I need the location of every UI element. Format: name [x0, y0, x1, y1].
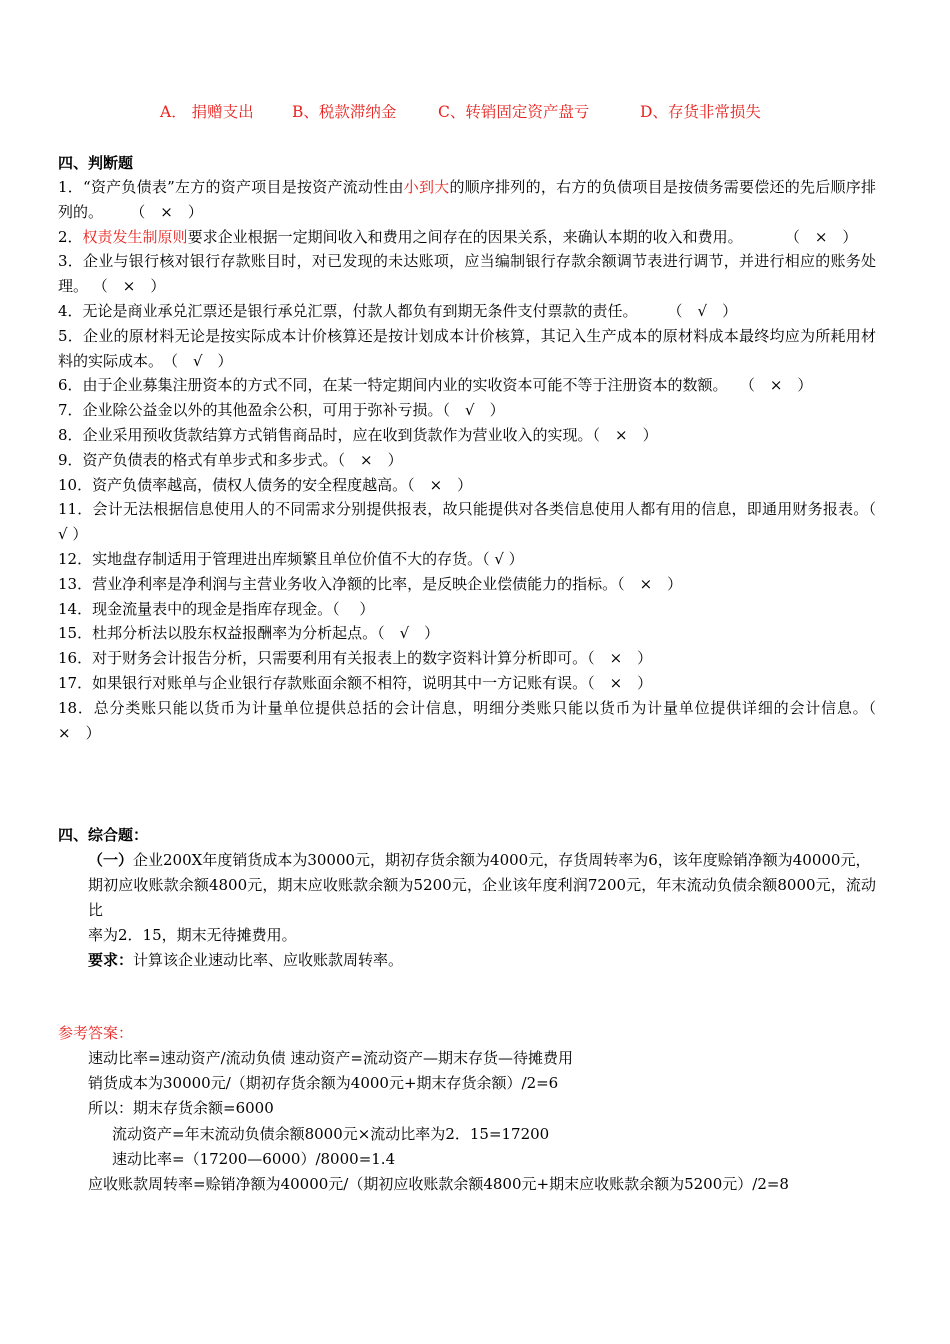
judge-item: 16．对于财务会计报告分析，只需要利用有关报表上的数字资料计算分析即可。（ × ） — [58, 649, 653, 668]
answer-line: 速动比率=速动资产/流动负债 速动资产=流动资产—期末存货—待摊费用 — [88, 1049, 573, 1067]
question-paragraph: 期初应收账款余额4800元，期末应收账款余额为5200元，企业该年度利润7200元，年末流动负债余额8000元，流动比 — [88, 876, 876, 919]
answer-title: 参考答案： — [58, 1024, 134, 1042]
judge-item: 9．资产负债表的格式有单步式和多步式。（ × ） — [58, 450, 403, 469]
judge-item: 10．资产负债率越高，债权人债务的安全程度越高。（ × ） — [58, 475, 473, 494]
option-d: D、存货非常损失 — [640, 103, 761, 121]
judge-item: 17．如果银行对账单与企业银行存款账面余额不相符，说明其中一方记账有误。（ × ） — [58, 673, 653, 692]
answer-line: 速动比率=（17200—6000）/8000=1.4 — [112, 1149, 396, 1168]
judge-item: 4．无论是商业承兑汇票还是银行承兑汇票，付款人都负有到期无条件支付票款的责任。 （ √ ） — [58, 301, 738, 320]
judge-list — [58, 175, 892, 745]
judge-item: 7．企业除公益金以外的其他盈余公积，可用于弥补亏损。（ √ ） — [58, 401, 505, 420]
question-paragraph: （一）企业200X年度销货成本为30000元，期初存货余额为4000元，存货周转率为6，该年度赊销净额为40000元， — [88, 851, 871, 869]
question-label: （一） — [88, 851, 134, 869]
judge-item: 11．会计无法根据信息使用人的不同需求分别提供报表，故只能提供对各类信息使用人都有用的信息，即通用财务报表。（ √ ） — [58, 500, 876, 544]
option-a: A． 捐赠支出 — [160, 103, 254, 121]
question-paragraph: 率为2．15，期末无待摊费用。 — [88, 926, 297, 944]
answer-line: 销货成本为30000元/（期初存货余额为4000元+期末存货余额）/2=6 — [88, 1074, 559, 1093]
judge-item: 18．总分类账只能以货币为计量单位提供总括的会计信息，明细分类账只能以货币为计量单位提供详细的会计信息。（ × ） — [58, 698, 892, 742]
section-title-comprehensive: 四、综合题： — [58, 826, 149, 844]
judge-item: 5．企业的原材料无论是按实际成本计价核算还是按计划成本计价核算，其记入生产成本的原材料成本最终均应为所耗用材料的实际成本。 （ √ ） — [58, 326, 876, 370]
judge-item: 3．企业与银行核对银行存款账目时，对已发现的未达账项，应当编制银行存款余额调节表进行调节，并进行相应的账务处理。 （ × ） — [58, 252, 876, 296]
answer-line: 应收账款周转率=赊销净额为40000元/（期初应收账款余额4800元+期末应收账款余额为5200元）/2=8 — [88, 1175, 789, 1194]
judge-item: 14．现金流量表中的现金是指库存现金。（ ） — [58, 599, 375, 618]
judge-item: 15．杜邦分析法以股东权益报酬率为分析起点。（ √ ） — [58, 624, 440, 643]
judge-item: 1．“资产负债表”左方的资产项目是按资产流动性由小到大的顺序排列的，右方的负债项目是按债务需要偿还的先后顺序排列的。 （ × ） — [58, 178, 876, 221]
option-c: C、转销固定资产盘亏 — [438, 103, 590, 121]
answer-line: 所以：期末存货余额=6000 — [88, 1099, 274, 1118]
answer-body — [88, 1046, 888, 1197]
judge-item: 2．权责发生制原则要求企业根据一定期间收入和费用之间存在的因果关系，来确认本期的收入和费用。 （ × ） — [58, 227, 858, 246]
judge-item: 8．企业采用预收货款结算方式销售商品时，应在收到货款作为营业收入的实现。（ × ） — [58, 425, 658, 444]
option-b: B、税款滞纳金 — [292, 103, 397, 121]
answer-line: 流动资产=年末流动负债余额8000元×流动比率为2．15=17200 — [112, 1124, 550, 1143]
judge-item: 6．由于企业募集注册资本的方式不同，在某一特定期间内业的实收资本可能不等于注册资本的数额。 （ × ） — [58, 376, 813, 395]
question-requirement: 要求：计算该企业速动比率、应收账款周转率。 — [88, 951, 404, 969]
comprehensive-question — [58, 848, 876, 973]
judge-item: 13．营业净利率是净利润与主营业务收入净额的比率，是反映企业偿债能力的指标。（ × ） — [58, 574, 683, 593]
section-title-judge: 四、判断题 — [58, 154, 134, 172]
judge-item: 12．实地盘存制适用于管理进出库频繁且单位价值不大的存货。（ √ ） — [58, 549, 524, 568]
